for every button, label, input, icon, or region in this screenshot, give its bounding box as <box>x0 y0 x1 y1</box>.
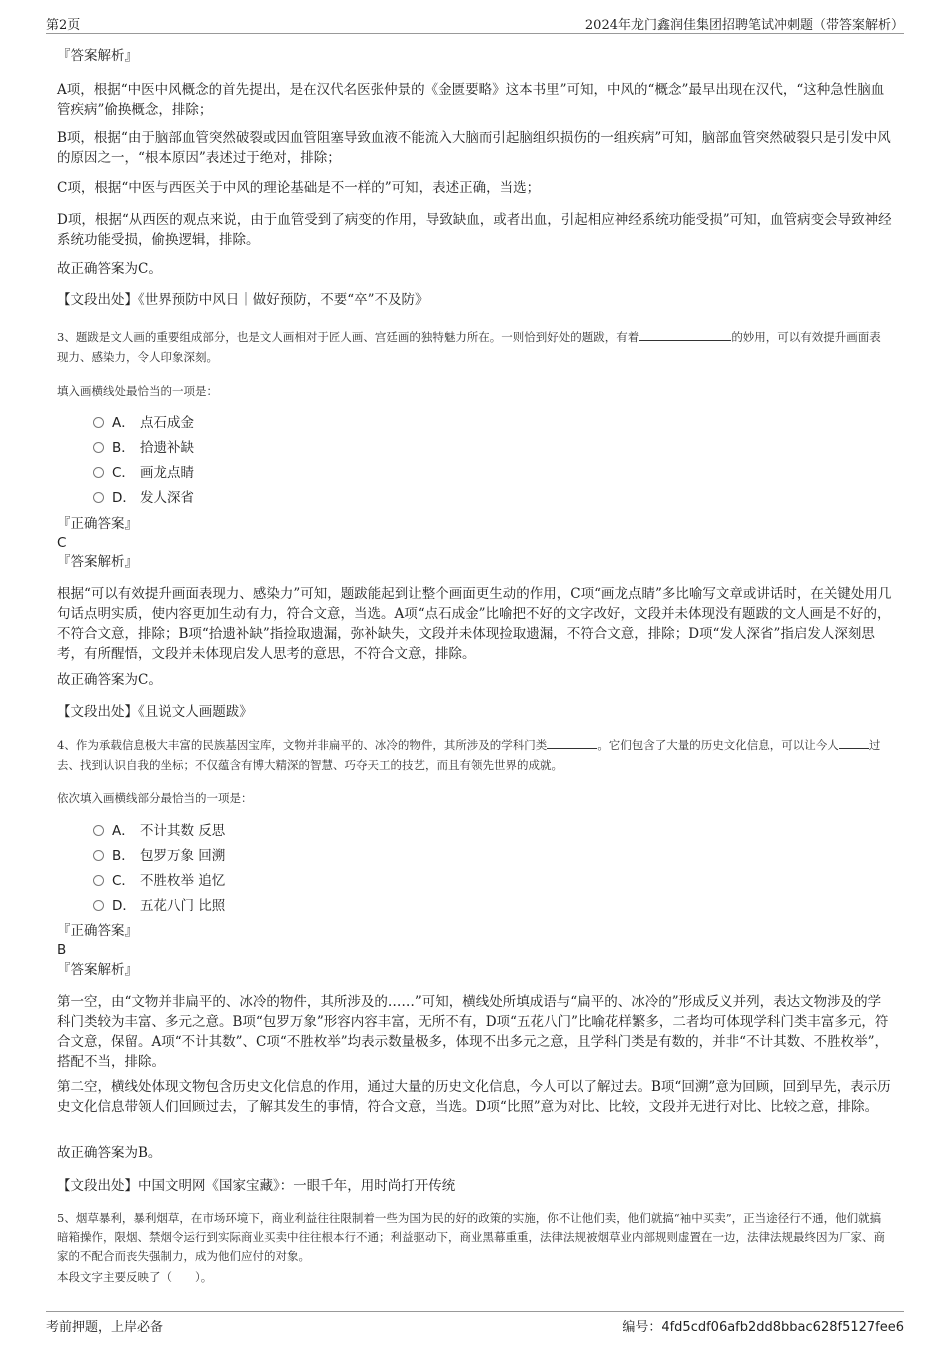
q3-option-d[interactable]: D． 发人深省 <box>93 488 194 508</box>
document-title: 2024年龙门鑫润佳集团招聘笔试冲刺题（带答案解析） <box>584 18 904 33</box>
q4-analysis-second: 第二空，横线处体现文物包含历史文化信息的作用，通过大量的历史文化信息，今人可以了解过去。B项“回溯”意为回顾，回到早先，表示历史文化信息带领人们回顾过去，了解其发生的事情，符合文意，当选。D项“比照”意为对比、比较，文段并无进行对比、比较之意，排除。 <box>57 1079 891 1115</box>
radio-icon[interactable] <box>93 850 104 861</box>
document-code <box>622 1316 904 1335</box>
q4-blank-2 <box>839 736 869 749</box>
radio-icon[interactable] <box>93 467 104 478</box>
q2-analysis-label: 『答案解析』 <box>57 48 138 64</box>
q4-option-b[interactable]: B． 包罗万象 回溯 <box>93 846 225 866</box>
q3-blank <box>639 328 731 341</box>
q4-correct-label: 『正确答案』 <box>57 923 138 939</box>
q3-option-c[interactable]: C． 画龙点睛 <box>93 463 194 483</box>
radio-icon[interactable] <box>93 492 104 503</box>
q3-stem-after: 的妙用，可以有效提升画面表现力、感染力，令人印象深刻。 <box>57 330 881 364</box>
q4-stem-part1: 4、作为承载信息极大丰富的民族基因宝库，文物并非扁平的、冰冷的物件，其所涉及的学科门类 <box>57 738 548 752</box>
q4-stem-part2: 。它们包含了大量的历史文化信息，可以让今人 <box>597 738 839 752</box>
q4-correct-answer: B <box>57 942 67 958</box>
q2-analysis-b: B项，根据“由于脑部血管突然破裂或因血管阻塞导致血液不能流入大脑而引起脑组织损伤的一组疾病”可知，脑部血管突然破裂只是引发中风的原因之一，“根本原因”表述过于绝对，排除； <box>57 130 891 166</box>
footer-divider <box>46 1311 904 1312</box>
q4-stem-part3: 过去、找到认识自我的坐标；不仅蕴含有博大精深的智慧、巧夺天工的技艺，而且有领先世界的成就。 <box>57 738 881 772</box>
q2-analysis-d: D项，根据“从西医的观点来说，由于血管受到了病变的作用，导致缺血，或者出血，引起相应神经系统功能受损”可知，血管病变会导致神经系统功能受损，偷换逻辑，排除。 <box>57 212 892 248</box>
page-header <box>0 0 950 34</box>
q3-option-b[interactable]: B． 拾遗补缺 <box>93 438 194 458</box>
q3-analysis: 根据“可以有效提升画面表现力、感染力”可知，题跋能起到让整个画面更生动的作用，C项“画龙点睛”多比喻写文章或讲话时，在关键处用几句话点明实质，使内容更加生动有力，符合文意，当选。A项“点石成金”比喻把不好的文字改好，文段并未体现没有题跋的文人画是不好的，不符合文意，排除；B项“拾遗补缺”指捡取遗漏，弥补缺失，文段并未体现捡取遗漏，不符合文意，排除；D项“发人深省”指启发人深刻思考，有所醒悟，文段并未体现启发人思考的意思，不符合文意，排除。 <box>57 586 892 662</box>
q4-source: 【文段出处】中国文明网《国家宝藏》：一眼千年，用时尚打开传统 <box>57 1178 456 1194</box>
q4-option-c[interactable]: C． 不胜枚举 追忆 <box>93 871 225 891</box>
q3-analysis-label: 『答案解析』 <box>57 554 138 570</box>
q3-prompt: 填入画横线处最恰当的一项是： <box>57 384 218 398</box>
radio-icon[interactable] <box>93 417 104 428</box>
document-code-label: 编号： <box>622 1320 662 1335</box>
document-code-value: 4fd5cdf06afb2dd8bbac628f5127fee6 <box>661 1320 904 1335</box>
q3-conclusion: 故正确答案为C。 <box>57 672 162 688</box>
page-number: 第2页 <box>46 18 81 33</box>
q2-analysis-c: C项，根据“中医与西医关于中风的理论基础是不一样的”可知，表述正确，当选； <box>57 180 541 196</box>
q4-option-d[interactable]: D． 五花八门 比照 <box>93 896 225 916</box>
q4-analysis-label: 『答案解析』 <box>57 962 138 978</box>
q3-source: 【文段出处】《且说文人画题跋》 <box>57 704 253 720</box>
q4-stem <box>57 735 892 775</box>
q4-analysis-first: 第一空，由“文物并非扁平的、冰冷的物件，其所涉及的……”可知，横线处所填成语与“扁平的、冰冷的”形成反义并列，表达文物涉及的学科门类较为丰富、多元之意。B项“包罗万象”形容内容丰富，无所不有，D项“五花八门”比喻花样繁多，二者均可体现学科门类丰富多元，符合文意，保留。A项“不计其数”、C项“不胜枚举”均表示数量极多，体现不出多元之意，且学科门类是有数的，并非“不计其数、不胜枚举”，搭配不当，排除。 <box>57 994 889 1070</box>
footer-slogan: 考前押题，上岸必备 <box>46 1320 164 1335</box>
q2-conclusion: 故正确答案为C。 <box>57 261 162 277</box>
q2-analysis-a: A项，根据“中医中风概念的首先提出，是在汉代名医张仲景的《金匮要略》这本书里”可知，中风的“概念”最早出现在汉代，“这种急性脑血管疾病”偷换概念，排除； <box>57 82 885 118</box>
radio-icon[interactable] <box>93 900 104 911</box>
radio-icon[interactable] <box>93 875 104 886</box>
q4-option-a[interactable]: A． 不计其数 反思 <box>93 821 225 841</box>
q4-blank-1 <box>547 736 597 749</box>
q3-stem <box>57 327 892 367</box>
header-divider <box>46 33 904 34</box>
q3-option-a[interactable]: A． 点石成金 <box>93 413 194 433</box>
q4-prompt: 依次填入画横线部分最恰当的一项是： <box>57 791 253 805</box>
q3-stem-before: 3、题跋是文人画的重要组成部分，也是文人画相对于匠人画、宫廷画的独特魅力所在。一则恰到好处的题跋，有着 <box>57 330 640 344</box>
q2-source: 【文段出处】《世界预防中风日｜做好预防，不要“卒”不及防》 <box>57 292 429 308</box>
q5-question: 本段文字主要反映了（ ）。 <box>57 1270 213 1284</box>
radio-icon[interactable] <box>93 825 104 836</box>
q5-stem: 5、烟草暴利，暴利烟草，在市场环境下，商业利益往往限制着一些为国为民的好的政策的实施，你不让他们卖，他们就搞“袖中买卖”，正当途径行不通，他们就搞暗箱操作，限烟、禁烟令运行到实际商业买卖中往往根本行不通；利益驱动下，商业黑幕重重，法律法规被烟草业内部规则虚置在一边，法律法规最终因为厂家、商家的不配合而丧失强制力，成为他们应付的对象。 <box>57 1211 885 1263</box>
radio-icon[interactable] <box>93 442 104 453</box>
q4-conclusion: 故正确答案为B。 <box>57 1145 162 1161</box>
q3-correct-label: 『正确答案』 <box>57 516 138 532</box>
q3-correct-answer: C <box>57 535 67 551</box>
